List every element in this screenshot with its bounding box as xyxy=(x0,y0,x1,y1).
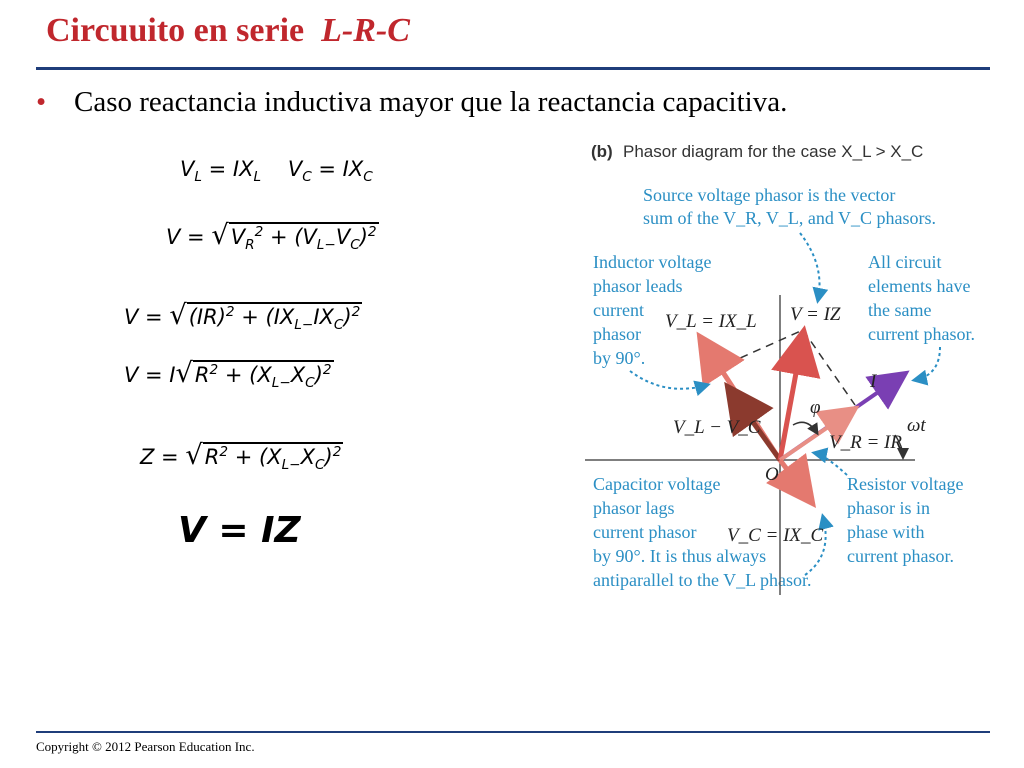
equation-vl-vc: $V_L = IX_L$ $V_C = IX_C$ xyxy=(180,157,373,186)
bullet-text: Caso reactancia inductiva mayor que la reactancia capacitiva. xyxy=(74,86,788,118)
source-note-line-1: Source voltage phasor is the vector xyxy=(643,185,896,205)
v-iz-label: V = IZ xyxy=(790,304,841,325)
vc-label: V_C = IX_C xyxy=(727,525,824,546)
capacitor-note-line-3: current phasor xyxy=(593,522,697,542)
inductor-callout-arrow xyxy=(630,371,707,389)
footer-rule xyxy=(36,731,990,733)
resistor-note-line-3: phase with xyxy=(847,522,925,542)
phasor-diagram xyxy=(585,135,1005,605)
resistor-callout-arrow xyxy=(815,453,847,475)
all-callout-arrow xyxy=(915,347,940,380)
resistor-note-line-4: current phasor. xyxy=(847,546,954,566)
inductor-note-line-1: Inductor voltage xyxy=(593,252,712,272)
title-italic: L-R-C xyxy=(321,12,410,49)
dashed-line-right xyxy=(803,330,855,405)
title-rule xyxy=(36,67,990,70)
capacitor-note-line-2: phasor lags xyxy=(593,498,675,518)
all-note-line-1: All circuit xyxy=(868,252,942,272)
all-note-line-3: the same xyxy=(868,300,932,320)
v-phasor xyxy=(780,335,803,460)
equation-v-iz: V = IZ xyxy=(178,510,301,551)
all-note-line-2: elements have xyxy=(868,276,971,296)
capacitor-note-line-5: antiparallel to the V_L phasor. xyxy=(593,570,812,590)
dashed-line-top xyxy=(702,330,803,375)
origin-label: O xyxy=(765,464,779,485)
inductor-note-line-5: by 90°. xyxy=(593,348,646,368)
source-note-line-2: sum of the V_R, V_L, and V_C phasors. xyxy=(643,208,937,228)
equation-v-components: $V = √V_R^2 + (V_{L-}V_C)^2$ xyxy=(166,220,377,254)
diagram-heading-b: (b) xyxy=(591,142,613,161)
capacitor-note-line-4: by 90°. It is thus always xyxy=(593,546,767,566)
title-main: Circuuito en serie xyxy=(46,12,305,49)
inductor-note-line-2: phasor leads xyxy=(593,276,683,296)
source-callout-arrow xyxy=(800,233,820,300)
inductor-note-line-4: phasor xyxy=(593,324,641,344)
slide-title xyxy=(46,12,410,50)
bullet-point xyxy=(36,86,787,119)
equation-z: $Z = √R^2 + (X_{L-}X_C)^2$ xyxy=(140,440,342,474)
vr-label: V_R = IR xyxy=(829,432,902,453)
equation-v-ir: $V = √(IR)^2 + (IX_{L-}IX_C)^2$ xyxy=(124,300,361,334)
inductor-note-line-3: current xyxy=(593,300,644,320)
i-label: I xyxy=(870,371,877,392)
diagram-heading: Phasor diagram for the case X_L > X_C xyxy=(623,142,924,161)
vc-phasor xyxy=(780,460,810,500)
copyright: Copyright © 2012 Pearson Education Inc. xyxy=(36,739,255,754)
equation-v-i: $V = I√R^2 + (X_{L-}X_C)^2$ xyxy=(124,358,332,392)
wt-label: ωt xyxy=(907,415,926,436)
phi-arc xyxy=(793,422,817,433)
resistor-note-line-1: Resistor voltage xyxy=(847,474,964,494)
resistor-note-line-2: phasor is in xyxy=(847,498,930,518)
phi-label: φ xyxy=(810,397,821,418)
all-note-line-4: current phasor. xyxy=(868,324,975,344)
vl-minus-vc-label: V_L − V_C xyxy=(673,417,761,438)
capacitor-note-line-1: Capacitor voltage xyxy=(593,474,721,494)
vl-label: V_L = IX_L xyxy=(665,311,757,332)
bullet-icon: • xyxy=(36,86,47,118)
